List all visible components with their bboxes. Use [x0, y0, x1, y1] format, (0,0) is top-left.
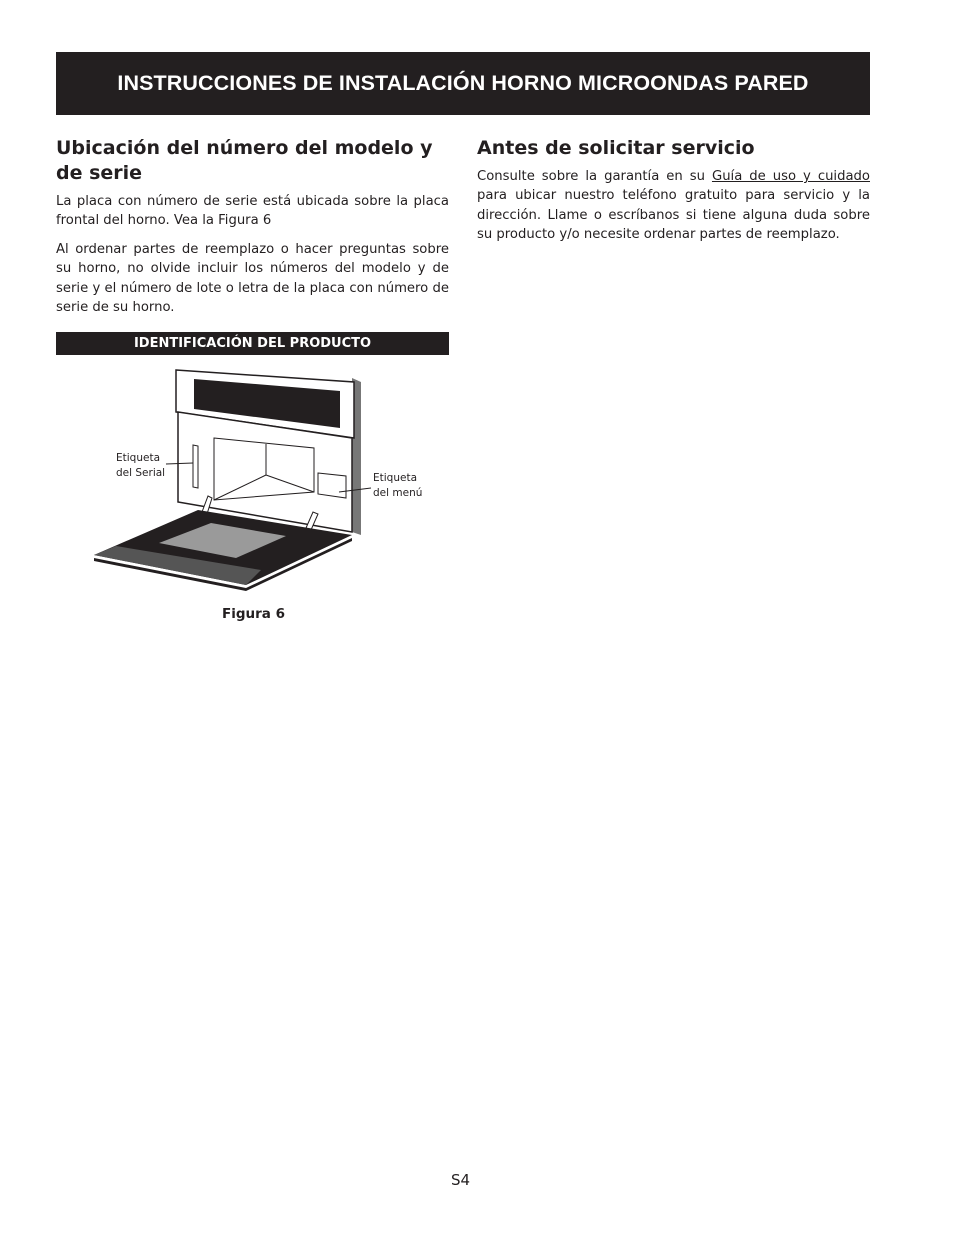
- model-serial-paragraph-2: Al ordenar partes de reemplazo o hacer preguntas sobre su horno, no olvide incluir los números del modelo y de serie y el número de lote o letra de la placa con número de serie de su horno.: [56, 241, 449, 316]
- left-column: [56, 136, 449, 326]
- use-care-guide-link[interactable]: Guía de uso y cuidado: [711, 169, 870, 184]
- page-number: S4: [451, 1171, 471, 1189]
- service-paragraph: [477, 167, 870, 245]
- menu-label-caption: [373, 471, 422, 500]
- product-identification-title: IDENTIFICACIÓN DEL PRODUCTO: [133, 336, 372, 351]
- page-banner: [56, 52, 870, 115]
- banner-title: INSTRUCCIONES DE INSTALACIÓN HORNO MICROONDAS PARED: [117, 71, 809, 95]
- model-serial-paragraph-1: La placa con número de serie está ubicada sobre la placa frontal del horno. Vea la Figura 6: [56, 194, 449, 229]
- serial-label-rect: [193, 445, 198, 488]
- menu-label-rect: [318, 473, 346, 498]
- service-text-prefix: Consulte sobre la garantía en su: [477, 169, 712, 184]
- menu-label-line-1: Etiqueta: [373, 472, 417, 484]
- service-text-suffix: para ubicar nuestro teléfono gratuito para servicio y la dirección. Llame o escríbanos si tiene alguna duda sobre su producto y/o necesite ordenar partes de reemplazo.: [477, 188, 870, 243]
- service-heading: Antes de solicitar servicio: [477, 137, 755, 159]
- figure-caption: Figura 6: [222, 606, 285, 622]
- model-serial-heading: Ubicación del número del modelo y de serie: [56, 137, 433, 184]
- serial-label-line-1: Etiqueta: [116, 452, 160, 464]
- oven-figure: [56, 360, 449, 600]
- serial-label-caption: [116, 451, 165, 480]
- menu-label-line-2: del menú: [373, 486, 423, 499]
- product-identification-bar: [56, 332, 449, 355]
- right-column: [477, 136, 870, 254]
- serial-label-line-2: del Serial: [116, 466, 166, 479]
